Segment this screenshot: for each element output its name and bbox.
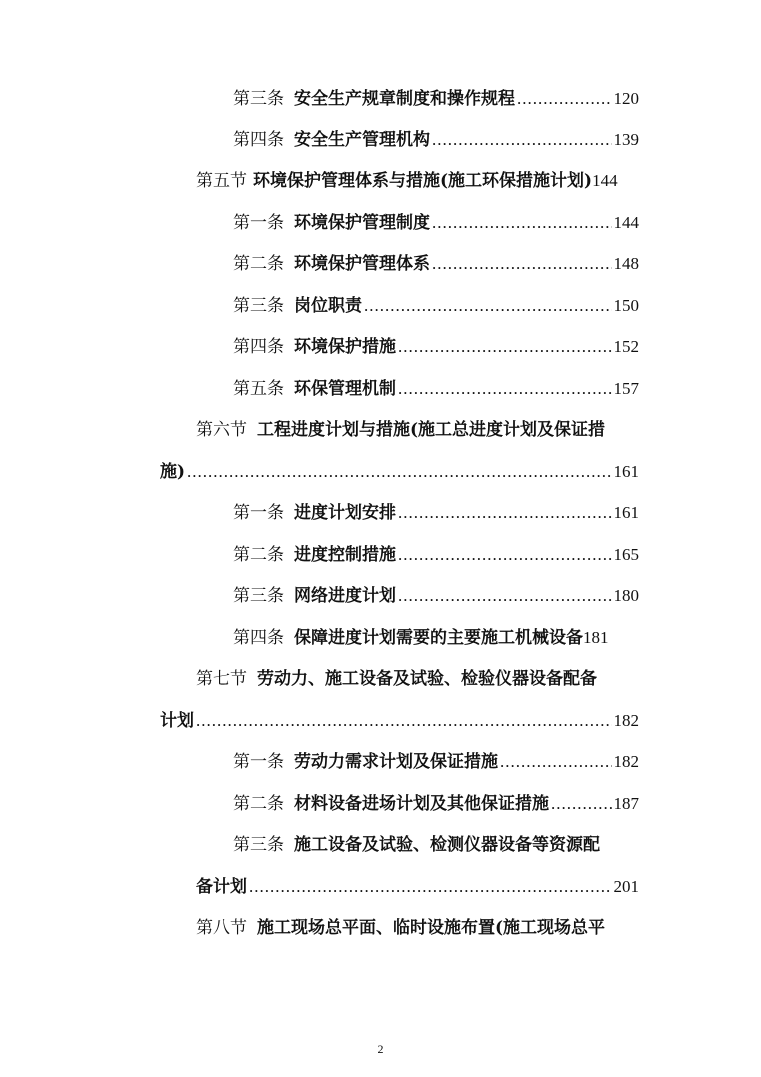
toc-entry-label: 第一条 <box>233 752 284 772</box>
toc-entry-label: 第三条 <box>233 835 284 855</box>
toc-entry-label: 第三条 <box>233 89 284 109</box>
toc-entry[interactable] <box>233 378 639 400</box>
toc-entry-label: 第二条 <box>233 254 284 274</box>
toc-entry-page: 161 <box>613 462 639 481</box>
toc-entry-title: 环保管理机制 <box>294 379 396 399</box>
toc-entry-title: 环境保护管理体系 <box>294 254 430 274</box>
toc-leader-dots <box>398 502 612 524</box>
toc-leader-dots <box>517 88 612 110</box>
toc-entry-page: 180 <box>613 586 639 605</box>
toc-entry[interactable] <box>233 751 639 773</box>
toc-entry[interactable] <box>233 253 639 275</box>
toc-entry-label: 第四条 <box>233 337 284 357</box>
toc-entry-label: 第一条 <box>233 213 284 233</box>
toc-leader-dots <box>398 378 612 400</box>
toc-entry-label: 第六节 <box>196 420 247 440</box>
toc-leader-dots <box>432 253 612 275</box>
toc-entry-title: 环境保护管理体系与措施(施工环保措施计划) <box>253 171 593 191</box>
toc-entry[interactable] <box>196 419 639 441</box>
toc-entry-label: 第四条 <box>233 628 284 648</box>
toc-entry-continuation[interactable] <box>160 710 639 732</box>
toc-entry-title: 施) <box>160 462 186 482</box>
toc-entry[interactable] <box>233 585 639 607</box>
toc-entry[interactable] <box>233 627 639 649</box>
toc-entry-title: 施工现场总平面、临时设施布置(施工现场总平 <box>257 918 606 938</box>
toc-entry[interactable] <box>233 295 639 317</box>
toc-leader-dots <box>432 212 612 234</box>
toc-entry-page: 120 <box>613 89 639 108</box>
toc-leader-dots <box>249 876 612 898</box>
toc-entry-label: 第五节 <box>196 171 247 191</box>
toc-entry-title: 劳动力需求计划及保证措施 <box>294 752 498 772</box>
toc-entry-page: 165 <box>613 545 639 564</box>
toc-entry-title: 岗位职责 <box>294 296 362 316</box>
toc-entry-title: 劳动力、施工设备及试验、检验仪器设备配备 <box>257 669 597 689</box>
toc-entry[interactable] <box>233 834 639 856</box>
toc-entry-page: 144 <box>592 171 618 190</box>
toc-entry-label: 第一条 <box>233 503 284 523</box>
toc-entry-page: 161 <box>613 503 639 522</box>
toc-leader-dots <box>551 793 612 815</box>
toc-entry-title: 安全生产规章制度和操作规程 <box>294 89 515 109</box>
toc-entry-title: 安全生产管理机构 <box>294 130 430 150</box>
toc-entry-page: 182 <box>613 711 639 730</box>
toc-entry-title: 工程进度计划与措施(施工总进度计划及保证措 <box>257 420 606 440</box>
toc-entry[interactable] <box>233 88 639 110</box>
toc-entry-page: 150 <box>613 296 639 315</box>
toc-entry-label: 第八节 <box>196 918 247 938</box>
toc-entry-label: 第三条 <box>233 586 284 606</box>
toc-entry-continuation[interactable] <box>160 461 639 483</box>
toc-entry-page: 201 <box>613 877 639 896</box>
toc-entry[interactable] <box>233 129 639 151</box>
toc-entry-title: 进度计划安排 <box>294 503 396 523</box>
toc-entry-label: 第七节 <box>196 669 247 689</box>
toc-entry-page: 181 <box>583 628 609 647</box>
toc-entry-label: 第四条 <box>233 130 284 150</box>
toc-entry-label: 第二条 <box>233 545 284 565</box>
toc-leader-dots <box>500 751 612 773</box>
toc-entry-page: 139 <box>613 130 639 149</box>
toc-entry-label: 第三条 <box>233 296 284 316</box>
toc-leader-dots <box>196 710 612 732</box>
toc-entry[interactable] <box>196 170 639 192</box>
toc-entry-continuation[interactable] <box>196 876 639 898</box>
toc-entry-page: 187 <box>613 794 639 813</box>
toc-leader-dots <box>398 336 612 358</box>
toc-entry-label: 第二条 <box>233 794 284 814</box>
toc-entry-title: 环境保护措施 <box>294 337 396 357</box>
toc-leader-dots <box>187 461 611 483</box>
toc-entry-title: 施工设备及试验、检测仪器设备等资源配 <box>294 835 600 855</box>
toc-entry[interactable] <box>196 668 639 690</box>
toc-entry-page: 157 <box>613 379 639 398</box>
toc-entry-title: 材料设备进场计划及其他保证措施 <box>294 794 549 814</box>
toc-entry[interactable] <box>196 917 639 939</box>
toc-entry-page: 144 <box>613 213 639 232</box>
toc-leader-dots <box>364 295 612 317</box>
toc-entry-page: 148 <box>613 254 639 273</box>
toc-entry-title: 进度控制措施 <box>294 545 396 565</box>
toc-leader-dots <box>398 544 612 566</box>
toc-entry-title: 网络进度计划 <box>294 586 396 606</box>
toc-entry[interactable] <box>233 502 639 524</box>
toc-entry-title: 保障进度计划需要的主要施工机械设备 <box>294 628 583 648</box>
toc-entry-title: 环境保护管理制度 <box>294 213 430 233</box>
page-number: 2 <box>377 1042 384 1056</box>
toc-entry[interactable] <box>233 544 639 566</box>
toc-leader-dots <box>398 585 612 607</box>
toc-entry-title: 计划 <box>160 711 194 731</box>
toc-entry-page: 152 <box>613 337 639 356</box>
toc-entry[interactable] <box>233 793 639 815</box>
toc-entry-page: 182 <box>613 752 639 771</box>
toc-entry-label: 第五条 <box>233 379 284 399</box>
toc-entry[interactable] <box>233 336 639 358</box>
toc-entry[interactable] <box>233 212 639 234</box>
toc-leader-dots <box>432 129 612 151</box>
toc-entry-title: 备计划 <box>196 877 247 897</box>
